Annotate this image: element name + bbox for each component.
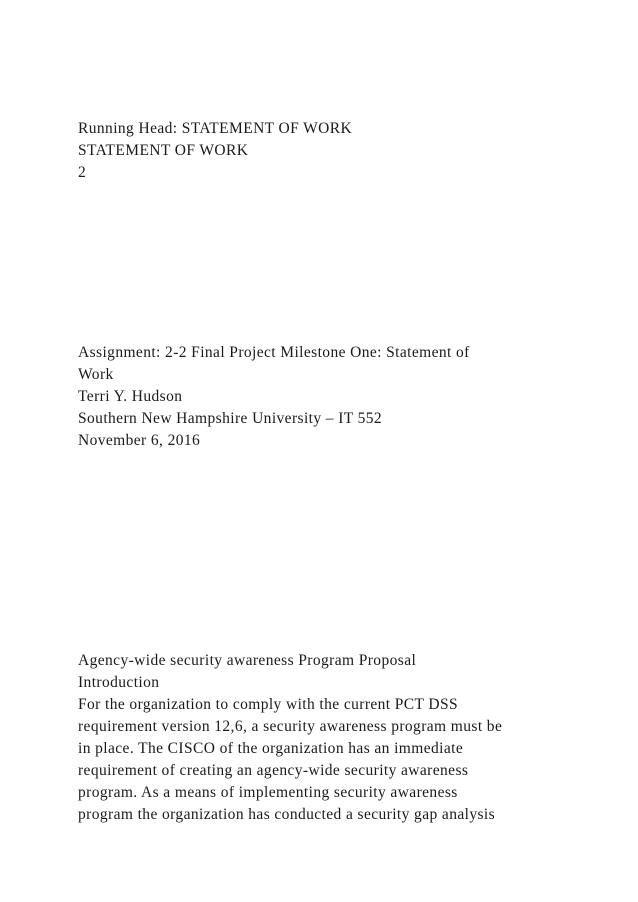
assignment-title-line-2: Work xyxy=(78,366,114,383)
body-line: in place. The CISCO of the organization has an immediate xyxy=(78,740,464,757)
author-name: Terri Y. Hudson xyxy=(78,388,183,405)
body-line: For the organization to comply with the current PCT DSS xyxy=(78,696,459,713)
body-line: requirement version 12,6, a security awareness program must be xyxy=(78,718,503,735)
assignment-title-line-1: Assignment: 2-2 Final Project Milestone One: Statement of xyxy=(78,344,470,361)
short-title: STATEMENT OF WORK xyxy=(78,142,249,159)
section-heading: Agency-wide security awareness Program Proposal xyxy=(78,652,417,669)
body-line: requirement of creating an agency-wide security awareness xyxy=(78,762,469,779)
body-line: program the organization has conducted a security gap analysis xyxy=(78,806,496,823)
institution-course: Southern New Hampshire University – IT 552 xyxy=(78,410,383,427)
header-block xyxy=(78,118,568,184)
running-head: Running Head: STATEMENT OF WORK xyxy=(78,120,353,137)
page-number: 2 xyxy=(78,164,87,181)
section-subheading: Introduction xyxy=(78,674,160,691)
title-page-block xyxy=(78,342,568,452)
body-line: program. As a means of implementing security awareness xyxy=(78,784,458,801)
body-block xyxy=(78,650,568,826)
document-date: November 6, 2016 xyxy=(78,432,201,449)
